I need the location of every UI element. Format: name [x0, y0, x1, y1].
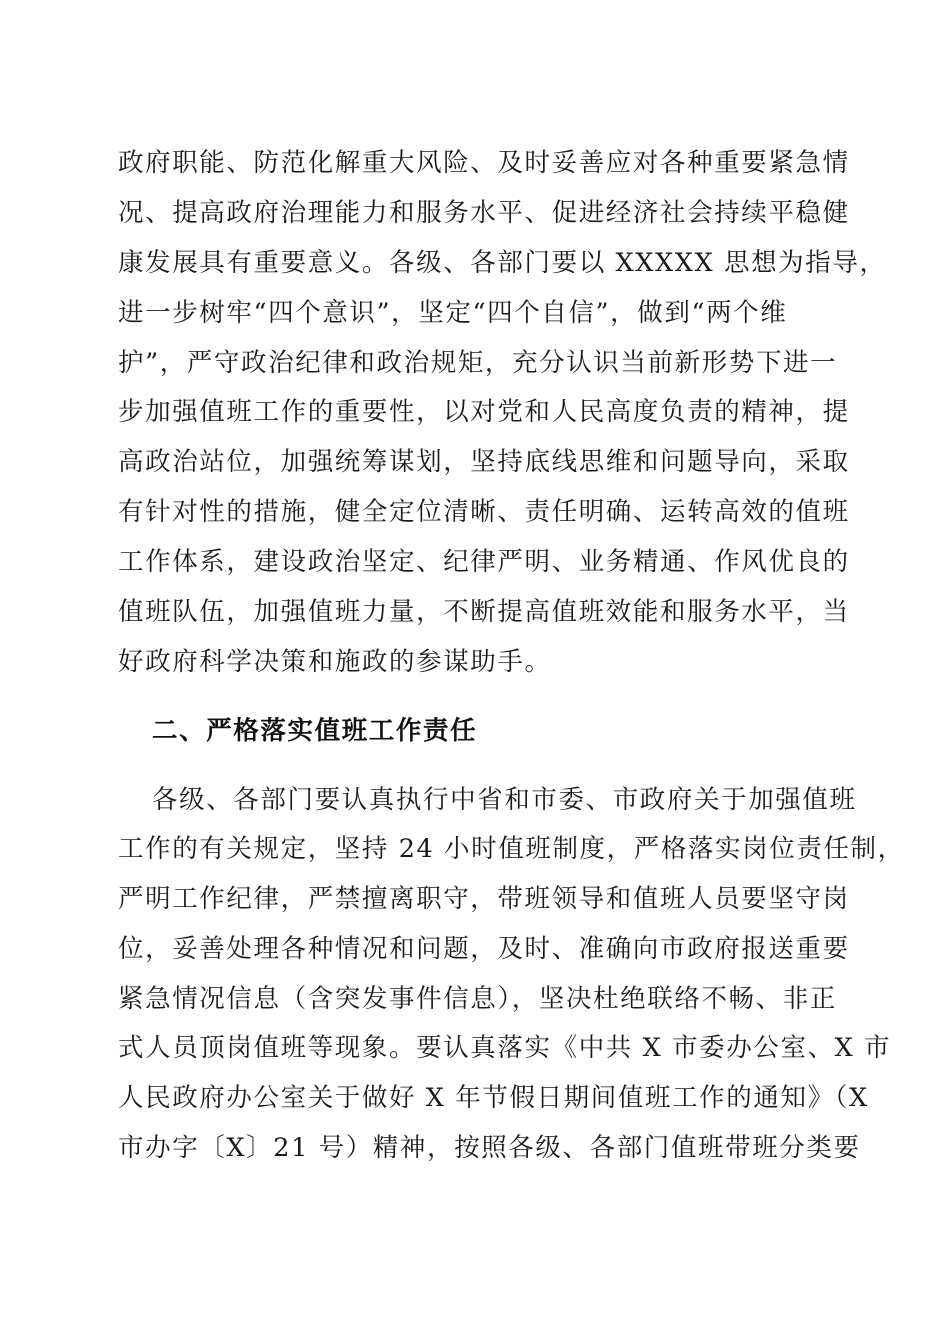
paragraph-2-line: 严明工作纪律，严禁擅离职守，带班领导和值班人员要坚守岗	[118, 884, 850, 914]
paragraph-1-line: 高政治站位，加强统筹谋划，坚持底线思维和问题导向，采取	[118, 447, 850, 477]
paragraph-1-line: 工作体系，建设政治坚定、纪律严明、业务精通、作风优良的	[118, 547, 850, 577]
paragraph-2-line: 各级、各部门要认真执行中省和市委、市政府关于加强值班	[152, 785, 857, 815]
paragraph-2-line: 位，妥善处理各种情况和问题，及时、准确向市政府报送重要	[118, 934, 850, 964]
paragraph-1-line: 步加强值班工作的重要性，以对党和人民高度负责的精神，提	[118, 397, 850, 427]
paragraph-1-line: 康发展具有重要意义。各级、各部门要以 XXXXX 思想为指导，	[118, 248, 887, 278]
paragraph-2-line: 工作的有关规定，坚持 24 小时值班制度，严格落实岗位责任制，	[118, 834, 905, 864]
paragraph-2-line: 市办字〔X〕21 号）精神，按照各级、各部门值班带班分类要	[118, 1133, 861, 1163]
paragraph-2-line: 紧急情况信息（含突发事件信息），坚决杜绝联络不畅、非正	[118, 984, 837, 1014]
paragraph-1-line: 有针对性的措施，健全定位清晰、责任明确、运转高效的值班	[118, 497, 850, 527]
section-heading: 二、严格落实值班工作责任	[152, 716, 478, 746]
paragraph-1-line: 护”，严守政治纪律和政治规矩，充分认识当前新形势下进一	[118, 348, 838, 378]
paragraph-2-line: 人民政府办公室关于做好 X 年节假日期间值班工作的通知》（X	[118, 1083, 869, 1113]
paragraph-1-line: 况、提高政府治理能力和服务水平、促进经济社会持续平稳健	[118, 198, 850, 228]
paragraph-1-line: 进一步树牢“四个意识”，坚定“四个自信”，做到“两个维	[118, 298, 788, 328]
paragraph-1-line: 值班队伍，加强值班力量，不断提高值班效能和服务水平，当	[118, 597, 850, 627]
paragraph-1-line: 政府职能、防范化解重大风险、及时妥善应对各种重要紧急情	[118, 148, 850, 178]
paragraph-2-line: 式人员顶岗值班等现象。要认真落实《中共 X 市委办公室、X 市	[118, 1033, 892, 1063]
paragraph-1-line: 好政府科学决策和施政的参谋助手。	[118, 647, 552, 677]
